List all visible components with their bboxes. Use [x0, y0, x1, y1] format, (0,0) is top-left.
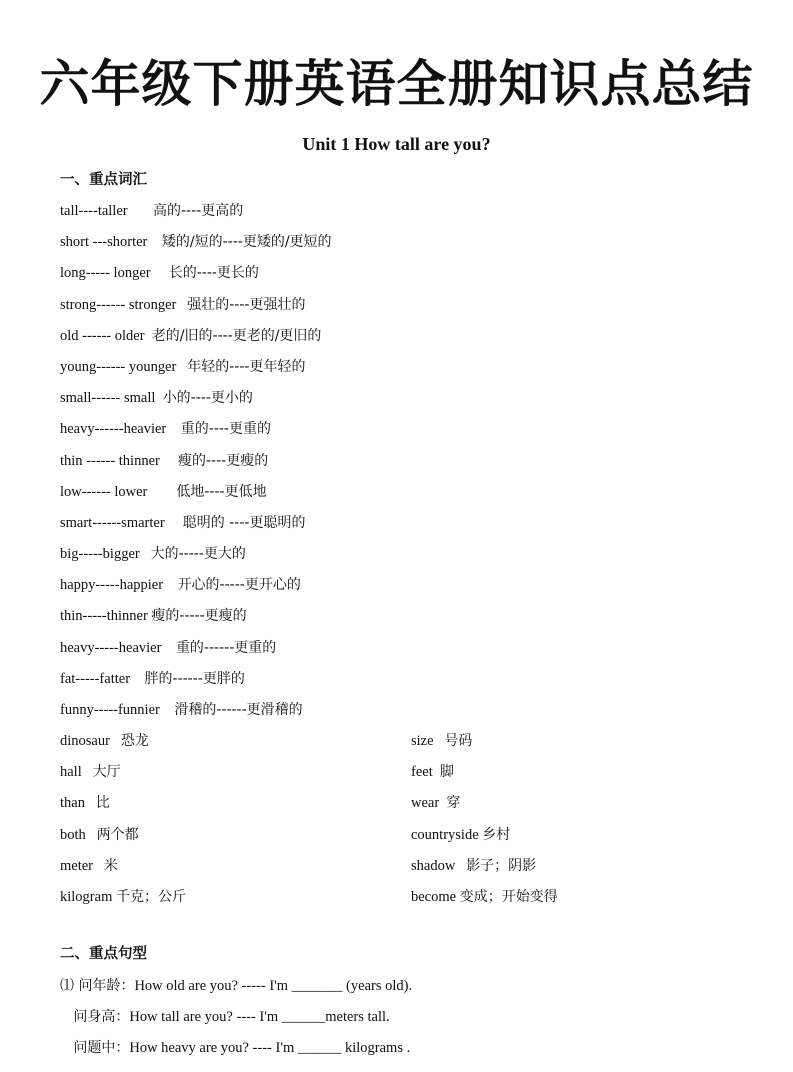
vocabulary-pairs-left — [60, 730, 186, 917]
sentence-item: 问题中：How heavy are you? ---- I'm ______ kilograms . — [73, 1040, 411, 1057]
vocab-pair-right: wear 穿 — [411, 795, 461, 812]
vocabulary-list — [60, 200, 332, 730]
sentence-item: ⑴ 问年龄：How old are you? ----- I'm _______ (years old). — [60, 978, 413, 994]
vocab-item: heavy------heavier 重的----更重的 — [60, 421, 271, 438]
vocab-pair-left: hall 大厅 — [60, 764, 121, 781]
sentence-item: 问身高：How tall are you? ---- I'm ______meters tall. — [73, 1009, 390, 1026]
unit-title: Unit 1 How tall are you? — [302, 134, 491, 154]
vocabulary-pairs-right — [411, 730, 558, 917]
vocab-item: low------ lower 低地----更低地 — [60, 483, 267, 500]
vocab-pair-left: both 两个都 — [60, 826, 139, 843]
vocab-item: thin ------ thinner 瘦的----更瘦的 — [60, 452, 269, 469]
vocab-item: long----- longer 长的----更长的 — [60, 265, 259, 282]
vocab-pair-right: feet 脚 — [411, 764, 454, 781]
vocab-item: tall----taller 高的----更高的 — [60, 203, 244, 219]
vocab-item: funny-----funnier 滑稽的------更滑稽的 — [60, 702, 303, 718]
vocab-pair-left: than 比 — [60, 795, 110, 812]
section-heading-vocabulary: 一、重点词汇 — [60, 172, 147, 188]
vocab-pair-right: countryside 乡村 — [411, 826, 511, 843]
vocab-item: fat-----fatter 胖的------更胖的 — [60, 670, 245, 687]
vocab-item: young------ younger 年轻的----更年轻的 — [60, 358, 306, 375]
vocab-item: big-----bigger 大的-----更大的 — [60, 546, 246, 563]
document-title: 六年级下册英语全册知识点总结 — [39, 55, 754, 113]
vocab-item: small------ small 小的----更小的 — [60, 390, 253, 407]
vocab-item: happy-----happier 开心的-----更开心的 — [60, 577, 301, 594]
vocab-pair-left: meter 米 — [60, 857, 118, 874]
vocab-item: thin-----thinner 瘦的-----更瘦的 — [60, 608, 247, 625]
vocab-pair-right: size 号码 — [411, 733, 473, 749]
section-heading-sentences: 二、重点句型 — [60, 946, 147, 962]
vocab-item: heavy-----heavier 重的------更重的 — [60, 639, 277, 656]
vocab-pair-left: kilogram 千克；公斤 — [60, 888, 186, 905]
vocab-item: old ------ older 老的/旧的----更老的/更旧的 — [60, 327, 322, 344]
vocab-item: smart------smarter 聪明的 ----更聪明的 — [60, 514, 306, 531]
vocab-item: short ---shorter 矮的/短的----更矮的/更短的 — [60, 234, 332, 251]
vocab-pair-right: shadow 影子；阴影 — [411, 857, 537, 874]
vocab-pair-right: become 变成；开始变得 — [411, 888, 558, 905]
vocab-pair-left: dinosaur 恐龙 — [60, 733, 149, 749]
key-sentences-list — [60, 975, 412, 1069]
vocab-item: strong------ stronger 强壮的----更强壮的 — [60, 296, 306, 313]
